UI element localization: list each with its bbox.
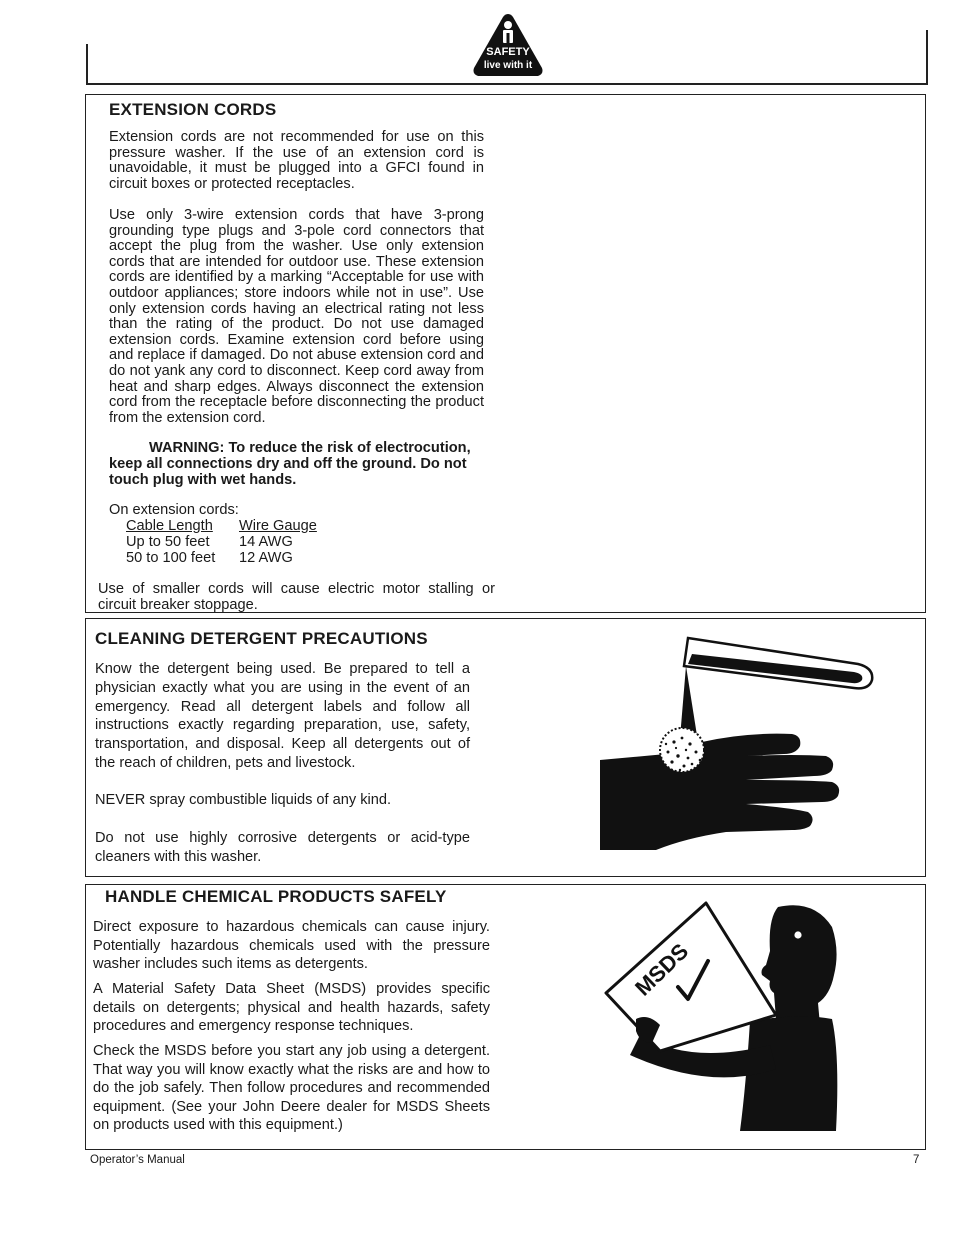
chemicals-paragraph-2: A Material Safety Data Sheet (MSDS) provides specific details on detergents; physical and health hazards, safety procedures and emergency response techniques. (93, 981, 490, 1034)
detergent-paragraph-3: Do not use highly corrosive detergents or acid-type cleaners with this washer. (95, 830, 470, 865)
safety-logo-text-bottom: live with it (483, 60, 533, 71)
detergent-paragraph-1: Know the detergent being used. Be prepared to tell a physician exactly what you are using in the event of an emergency. Read all detergent labels and follow all instructions exactly regarding preparation, use, safety, transportation, and disposal. Keep all detergents out of the reach of children, pets and livestock. (95, 661, 470, 771)
chemicals-paragraph-3: Check the MSDS before you start any job using a detergent. That way you will know exactly what the risks are and how to do the job safely. Then follow procedures and recommended equipment. (See your John Deere dealer for MSDS Sheets on products used with this equipment.) (93, 1043, 490, 1133)
extension-cords-title: EXTENSION CORDS (109, 100, 277, 119)
safety-logo-icon (472, 12, 544, 78)
cord-table-intro: On extension cords: (109, 502, 239, 518)
extension-cords-paragraph-2: Use only 3-wire extension cords that have 3-prong grounding type plugs and 3-pole cord connectors that accept the plug from the washer. Use only extension cords that are intended for outdoor use. These extension cords are identified by a marking “Acceptable for use with outdoor appliances; store indoors while not in use”. Use only extension cords having an electrical rating not less than the rating of the product. Do not use damaged extension cords. Examine extension cord before using and replace if damaged. Do not abuse extension cord and do not yank any cord to disconnect. Keep cord away from heat and sharp edges. Always disconnect the extension cord from the receptacle before disconnecting the product from the extension cord. (109, 207, 484, 426)
detergent-hand-icon (596, 630, 878, 856)
chemicals-paragraph-1: Direct exposure to hazardous chemicals can cause injury. Potentially hazardous chemicals used with the pressure washer includes such items as detergents. (93, 919, 490, 972)
footer-manual-label: Operator’s Manual (90, 1154, 185, 1166)
msds-reader-icon (600, 895, 840, 1131)
detergent-paragraph-2: NEVER spray combustible liquids of any kind. (95, 792, 392, 808)
extension-cords-closing: Use of smaller cords will cause electric motor stalling or circuit breaker stoppage. (98, 581, 495, 613)
chemicals-title: HANDLE CHEMICAL PRODUCTS SAFELY (105, 887, 447, 906)
cord-table-header-gauge: Wire Gauge (239, 518, 317, 534)
header-rule-left (86, 44, 88, 84)
cord-table-row-1-gauge: 14 AWG (239, 534, 293, 550)
header-rule-bottom (86, 83, 928, 85)
header-rule-right (926, 30, 928, 84)
electrocution-warning: WARNING: To reduce the risk of electrocution, keep all connections dry and off the ground. Do not touch plug with wet hands. (109, 440, 471, 488)
footer-page-number: 7 (913, 1154, 920, 1166)
msds-label: MSDS (630, 938, 694, 1001)
extension-cords-paragraph-1: Extension cords are not recommended for use on this pressure washer. If the use of an extension cord is unavoidable, it must be plugged into a GFCI found in circuit boxes or protected receptacles. (109, 129, 484, 192)
cord-table-header-length: Cable Length (126, 518, 213, 534)
cord-table-row-2-gauge: 12 AWG (239, 550, 293, 566)
safety-logo-text-top: SAFETY (486, 46, 530, 58)
detergent-title: CLEANING DETERGENT PRECAUTIONS (95, 629, 428, 648)
cord-table-row-2-length: 50 to 100 feet (126, 550, 216, 566)
cord-table-row-1-length: Up to 50 feet (126, 534, 210, 550)
